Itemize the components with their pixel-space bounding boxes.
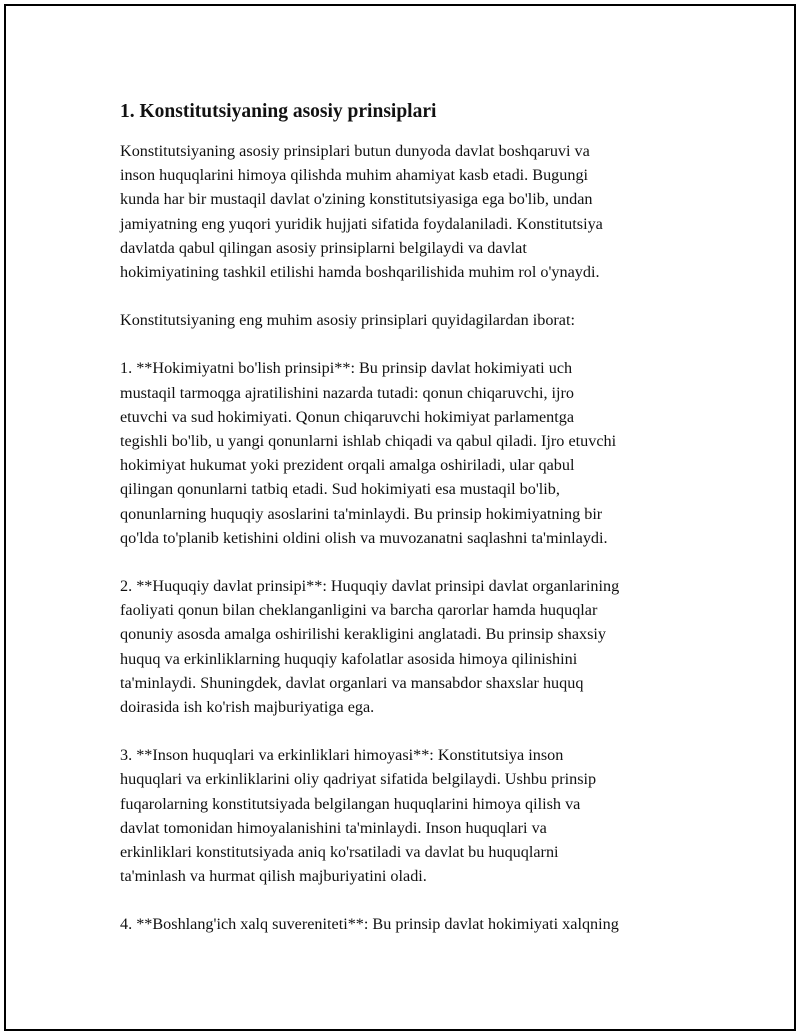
text-line: faoliyati qonun bilan cheklanganligini va barcha qarorlar hamda huquqlar: [120, 601, 598, 620]
text-line: 1. **Hokimiyatni bo'lish prinsipi**: Bu prinsip davlat hokimiyati uch: [120, 359, 573, 378]
paragraph-principle-2: [120, 574, 700, 719]
text-line: huquq va erkinliklarning huquqiy kafolatlar asosida himoya qilinishini: [120, 649, 578, 668]
paragraph-intro: [120, 139, 700, 284]
text-line: 3. **Inson huquqlari va erkinliklari himoyasi**: Konstitutsiya inson: [120, 746, 564, 765]
text-line: davlatda qabul qilingan asosiy prinsiplarni belgilaydi va davlat: [120, 238, 527, 257]
text-line: 4. **Boshlang'ich xalq suvereniteti**: Bu prinsip davlat hokimiyati xalqning: [120, 915, 619, 934]
text-line: Konstitutsiyaning eng muhim asosiy prinsiplari quyidagilardan iborat:: [120, 311, 575, 330]
paragraph-principle-4: [120, 912, 700, 936]
text-line: davlat tomonidan himoyalanishini ta'minlaydi. Inson huquqlari va: [120, 818, 547, 837]
paragraph-principle-3: [120, 743, 700, 888]
text-line: erkinliklari konstitutsiyada aniq ko'rsatiladi va davlat bu huquqlarni: [120, 843, 559, 862]
paragraph-principle-1: [120, 356, 700, 550]
text-line: 2. **Huquqiy davlat prinsipi**: Huquqiy davlat prinsipi davlat organlarining: [120, 577, 620, 596]
text-line: jamiyatning eng yuqori yuridik hujjati sifatida foydalaniladi. Konstitutsiya: [120, 214, 603, 233]
text-line: hokimiyatining tashkil etilishi hamda boshqarilishida muhim rol o'ynaydi.: [120, 263, 600, 282]
text-line: mustaqil tarmoqga ajratilishini nazarda tutadi: qonun chiqaruvchi, ijro: [120, 383, 575, 402]
text-line: ta'minlaydi. Shuningdek, davlat organlari va mansabdor shaxslar huquq: [120, 673, 584, 692]
text-line: kunda har bir mustaqil davlat o'zining konstitutsiyasiga ega bo'lib, undan: [120, 190, 593, 209]
section-heading: 1. Konstitutsiyaning asosiy prinsiplari: [120, 101, 437, 122]
text-line: huquqlari va erkinliklarini oliy qadriyat sifatida belgilaydi. Ushbu prinsip: [120, 770, 597, 789]
text-line: tegishli bo'lib, u yangi qonunlarni ishlab chiqadi va qabul qiladi. Ijro etuvchi: [120, 432, 617, 451]
text-line: qilingan qonunlarni tatbiq etadi. Sud hokimiyati esa mustaqil bo'lib,: [120, 480, 560, 499]
paragraph-list-intro: [120, 308, 700, 332]
text-line: etuvchi va sud hokimiyati. Qonun chiqaruvchi hokimiyat parlamentga: [120, 407, 575, 426]
text-line: qo'lda to'planib ketishini oldini olish va muvozanatni saqlashni ta'minlaydi.: [120, 528, 608, 547]
text-line: doirasida ish ko'rish majburiyatiga ega.: [120, 698, 375, 717]
text-line: inson huquqlarini himoya qilishda muhim ahamiyat kasb etadi. Bugungi: [120, 166, 589, 185]
document-body: [120, 99, 700, 961]
text-line: Konstitutsiyaning asosiy prinsiplari butun dunyoda davlat boshqaruvi va: [120, 142, 590, 160]
text-line: hokimiyat hukumat yoki prezident orqali amalga oshiriladi, ular qabul: [120, 456, 575, 475]
text-line: ta'minlash va hurmat qilish majburiyatini oladi.: [120, 867, 427, 886]
text-line: fuqarolarning konstitutsiyada belgilangan huquqlarini himoya qilish va: [120, 794, 581, 813]
text-line: qonunlarning huquqiy asoslarini ta'minlaydi. Bu prinsip hokimiyatning bir: [120, 504, 603, 523]
text-line: qonuniy asosda amalga oshirilishi kerakligini anglatadi. Bu prinsip shaxsiy: [120, 625, 607, 644]
page-frame: [4, 4, 796, 1031]
